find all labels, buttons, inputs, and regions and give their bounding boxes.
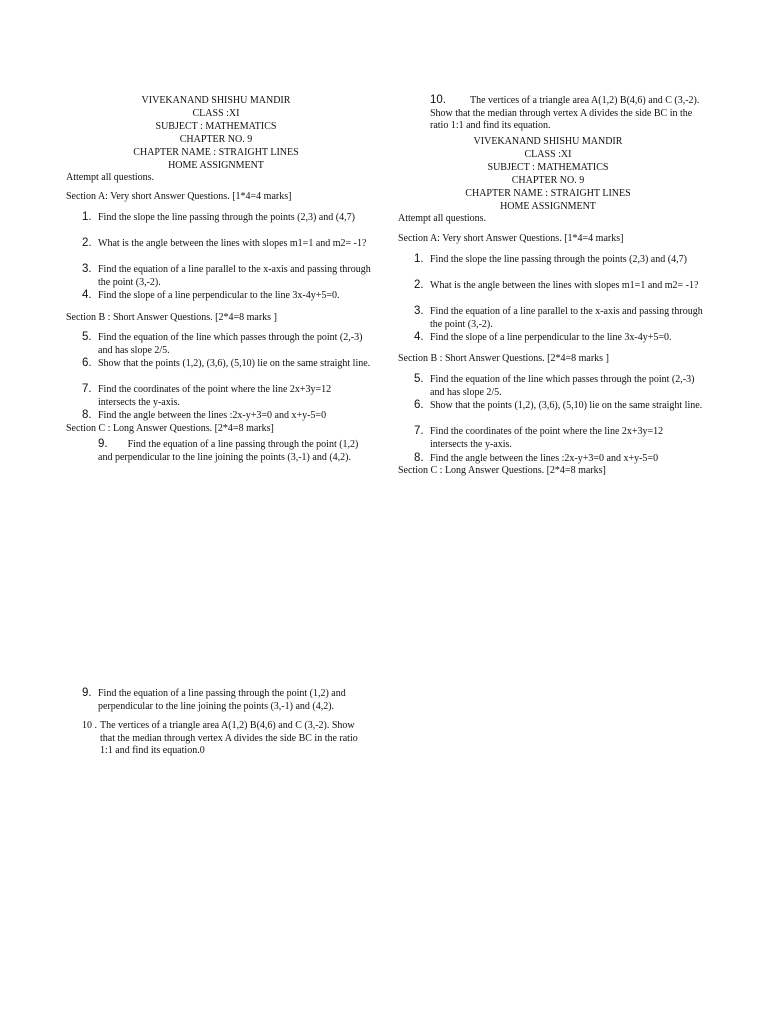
question-number: 6. — [414, 399, 424, 411]
question-text: Find the slope of a line perpendicular to the line 3x-4y+5=0. — [98, 290, 340, 301]
question-text: Find the slope the line passing through the points (2,3) and (4,7) — [430, 254, 687, 265]
question-number: 4. — [82, 289, 92, 301]
subject-label: SUBJECT : MATHEMATICS — [487, 162, 609, 173]
question-1 — [66, 212, 371, 238]
question-2-copy — [398, 280, 703, 306]
question-5 — [66, 332, 371, 358]
question-number: 6. — [82, 357, 92, 369]
question-text: Find the equation of a line parallel to the x-axis and passing through the point (3,-2). — [98, 264, 371, 288]
question-text: Show that the points (1,2), (3,6), (5,10) lie on the same straight line. — [430, 400, 703, 411]
assignment-title: HOME ASSIGNMENT — [500, 201, 596, 212]
class-label: CLASS :XI — [192, 108, 240, 119]
question-number: 2. — [414, 279, 424, 291]
question-text: What is the angle between the lines with slopes m1=1 and m2= -1? — [98, 238, 367, 249]
section-a-heading: Section A: Very short Answer Questions. [1*4=4 marks] — [66, 191, 292, 202]
section-b-questions-copy — [398, 374, 703, 466]
section-c-heading-copy: Section C : Long Answer Questions. [2*4=8 marks] — [398, 465, 606, 476]
question-text: The vertices of a triangle area A(1,2) B(4,6) and C (3,-2). Show that the median through vertex A divides the side BC in the ratio 1:1 and find its equation. — [430, 95, 700, 131]
question-10-top — [430, 94, 705, 133]
question-number: 8. — [414, 452, 424, 464]
question-7 — [66, 384, 371, 410]
question-number: 9. — [98, 438, 108, 450]
question-text: Find the equation of a line passing through the point (1,2) and perpendicular to the line joining the points (3,-1) and (4,2). — [98, 688, 346, 712]
question-5-copy — [398, 374, 703, 400]
header-block — [66, 94, 366, 172]
question-number: 4. — [414, 331, 424, 343]
chapter-name: CHAPTER NAME : STRAIGHT LINES — [133, 147, 299, 158]
bottom-questions — [66, 688, 371, 758]
question-number: 5. — [414, 373, 424, 385]
question-8-copy — [398, 453, 703, 466]
section-b-heading: Section B : Short Answer Questions. [2*4=8 marks ] — [66, 312, 277, 323]
question-4 — [66, 290, 371, 303]
question-text: Find the coordinates of the point where the line 2x+3y=12 intersects the y-axis. — [430, 426, 664, 450]
question-number: 5. — [82, 331, 92, 343]
chapter-number: CHAPTER NO. 9 — [179, 134, 253, 145]
question-number: 3. — [82, 263, 92, 275]
instruction-copy: Attempt all questions. — [398, 213, 487, 224]
class-label: CLASS :XI — [524, 149, 572, 160]
question-3 — [66, 264, 371, 290]
question-7-copy — [398, 426, 703, 453]
header-block-copy — [398, 135, 698, 213]
question-8 — [66, 410, 371, 423]
question-number: 2. — [82, 237, 92, 249]
question-4-copy — [398, 332, 703, 345]
question-3-copy — [398, 306, 703, 332]
question-2 — [66, 238, 371, 264]
question-6-copy — [398, 400, 703, 426]
section-a-heading-copy: Section A: Very short Answer Questions. [1*4=4 marks] — [398, 233, 624, 244]
question-number: 3. — [414, 305, 424, 317]
question-number: 10 . — [82, 720, 97, 731]
section-a-questions — [66, 212, 371, 303]
section-c-heading: Section C : Long Answer Questions. [2*4=8 marks] — [66, 423, 274, 434]
chapter-name: CHAPTER NAME : STRAIGHT LINES — [465, 188, 631, 199]
school-name: VIVEKANAND SHISHU MANDIR — [473, 136, 623, 147]
school-name: VIVEKANAND SHISHU MANDIR — [141, 95, 291, 106]
question-text: Find the coordinates of the point where the line 2x+3y=12 intersects the y-axis. — [98, 384, 332, 408]
question-9-repeat — [66, 688, 371, 720]
question-text: Find the equation of a line passing through the point (1,2) and perpendicular to the line joining the points (3,-1) and (4,2). — [98, 439, 359, 463]
question-number: 8. — [82, 409, 92, 421]
question-number: 1. — [82, 211, 92, 223]
question-number: 10. — [430, 94, 446, 106]
question-text: Find the equation of the line which passes through the point (2,-3) and has slope 2/5. — [98, 332, 363, 356]
question-number: 7. — [82, 383, 92, 395]
question-text: Show that the points (1,2), (3,6), (5,10) lie on the same straight line. — [98, 358, 371, 369]
question-10-repeat — [66, 720, 371, 758]
chapter-number: CHAPTER NO. 9 — [511, 175, 585, 186]
section-a-questions-copy — [398, 254, 703, 345]
question-text: The vertices of a triangle area A(1,2) B(4,6) and C (3,-2). Show that the median through vertex A divides the side BC in the ratio 1:1 and find its equation.0 — [100, 720, 358, 756]
section-b-questions — [66, 332, 371, 423]
question-number: 1. — [414, 253, 424, 265]
question-6 — [66, 358, 371, 384]
instruction: Attempt all questions. — [66, 172, 155, 183]
question-text: Find the slope of a line perpendicular to the line 3x-4y+5=0. — [430, 332, 672, 343]
question-text: Find the angle between the lines :2x-y+3=0 and x+y-5=0 — [430, 453, 659, 464]
section-b-heading-copy: Section B : Short Answer Questions. [2*4=8 marks ] — [398, 353, 609, 364]
question-text: What is the angle between the lines with slopes m1=1 and m2= -1? — [430, 280, 699, 291]
question-number: 7. — [414, 425, 424, 437]
question-text: Find the slope the line passing through the points (2,3) and (4,7) — [98, 212, 355, 223]
question-text: Find the equation of the line which passes through the point (2,-3) and has slope 2/5. — [430, 374, 695, 398]
question-text: Find the angle between the lines :2x-y+3=0 and x+y-5=0 — [98, 410, 327, 421]
assignment-title: HOME ASSIGNMENT — [168, 160, 264, 171]
question-number: 9. — [82, 687, 92, 699]
question-text: Find the equation of a line parallel to the x-axis and passing through the point (3,-2). — [430, 306, 703, 330]
question-1-copy — [398, 254, 703, 280]
subject-label: SUBJECT : MATHEMATICS — [155, 121, 277, 132]
question-9-inline — [98, 438, 368, 464]
